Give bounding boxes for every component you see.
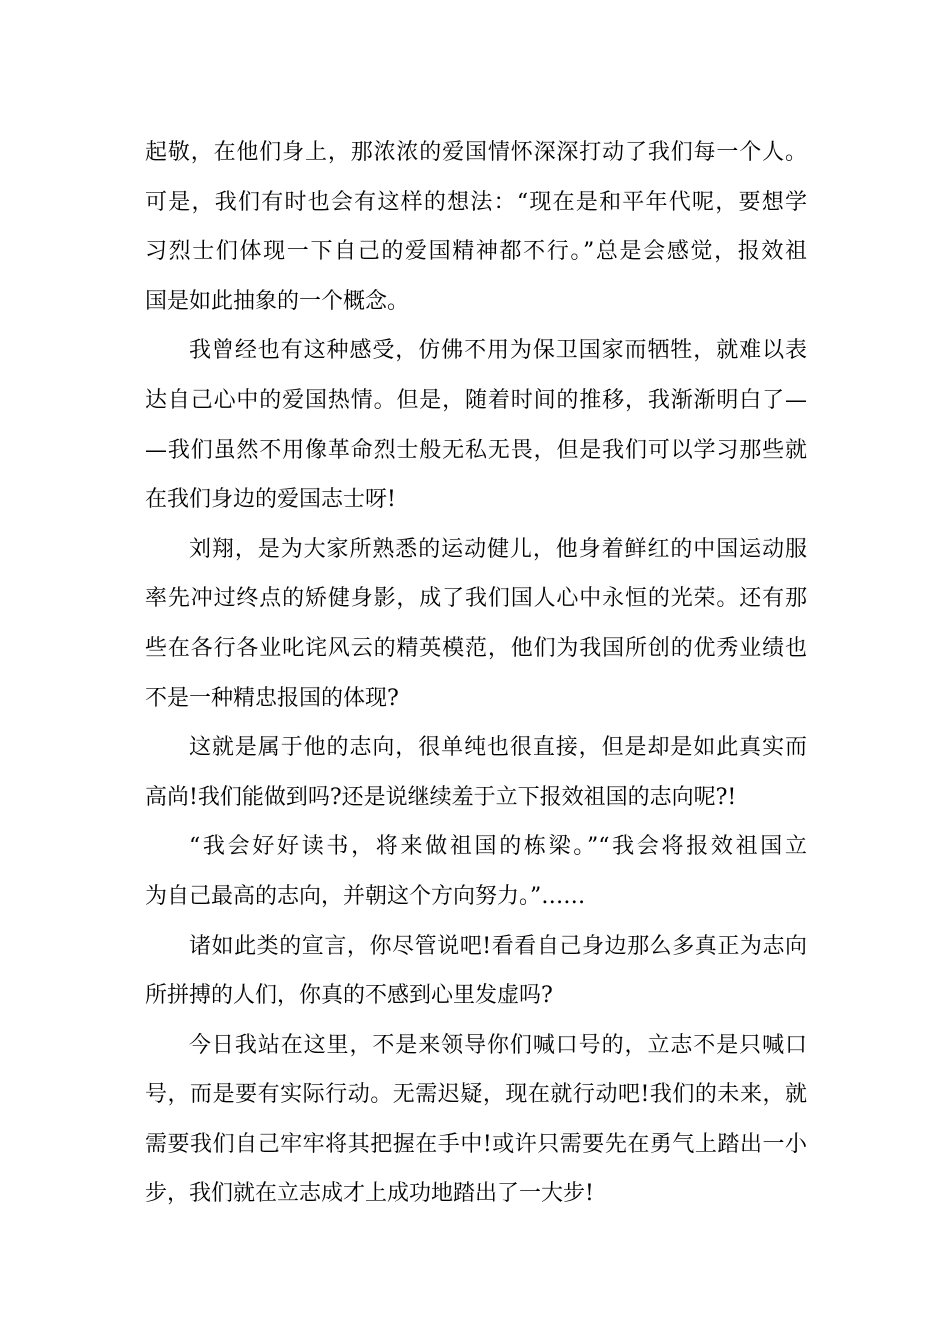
text-line: 达自己心中的爱国热情。但是，随着时间的推移，我渐渐明白了— [145, 387, 807, 413]
body-text [145, 128, 807, 1219]
text-line: —我们虽然不用像革命烈士般无私无畏，但是我们可以学习那些就 [145, 437, 807, 463]
text-line: 率先冲过终点的矫健身影，成了我们国人心中永恒的光荣。还有那 [145, 586, 807, 612]
text-line: 刘翔，是为大家所熟悉的运动健儿，他身着鲜红的中国运动服 [189, 536, 807, 562]
text-line: 所拼搏的人们，你真的不感到心里发虚吗? [145, 983, 553, 1009]
text-line: 在我们身边的爱国志士呀! [145, 487, 396, 513]
text-line: 步，我们就在立志成才上成功地踏出了一大步! [145, 1181, 594, 1207]
text-line: 可是，我们有时也会有这样的想法：“现在是和平年代呢，要想学 [145, 189, 807, 215]
text-line: “我会好好读书，将来做祖国的栋梁。”“我会将报效祖国立 [189, 834, 807, 860]
text-line: 不是一种精忠报国的体现? [145, 685, 399, 711]
text-line: 习烈士们体现一下自己的爱国精神都不行。”总是会感觉，报效祖 [145, 239, 807, 265]
text-line: 国是如此抽象的一个概念。 [145, 288, 410, 314]
text-line: 些在各行各业叱诧风云的精英模范，他们为我国所创的优秀业绩也 [145, 635, 807, 661]
text-line: 我曾经也有这种感受，仿佛不用为保卫国家而牺牲，就难以表 [189, 338, 807, 364]
text-line: 这就是属于他的志向，很单纯也很直接，但是却是如此真实而 [189, 735, 807, 761]
text-line: 今日我站在这里，不是来领导你们喊口号的，立志不是只喊口 [189, 1032, 807, 1058]
text-line: 为自己最高的志向，并朝这个方向努力。”…… [145, 883, 586, 909]
text-line: 起敬，在他们身上，那浓浓的爱国情怀深深打动了我们每一个人。 [145, 140, 807, 165]
text-line: 号，而是要有实际行动。无需迟疑，现在就行动吧!我们的未来，就 [145, 1082, 807, 1108]
text-line: 诸如此类的宣言，你尽管说吧!看看自己身边那么多真正为志向 [189, 933, 807, 959]
text-line: 需要我们自己牢牢将其把握在手中!或许只需要先在勇气上踏出一小 [145, 1131, 807, 1157]
text-line: 高尚!我们能做到吗?还是说继续羞于立下报效祖国的志向呢?! [145, 784, 737, 810]
